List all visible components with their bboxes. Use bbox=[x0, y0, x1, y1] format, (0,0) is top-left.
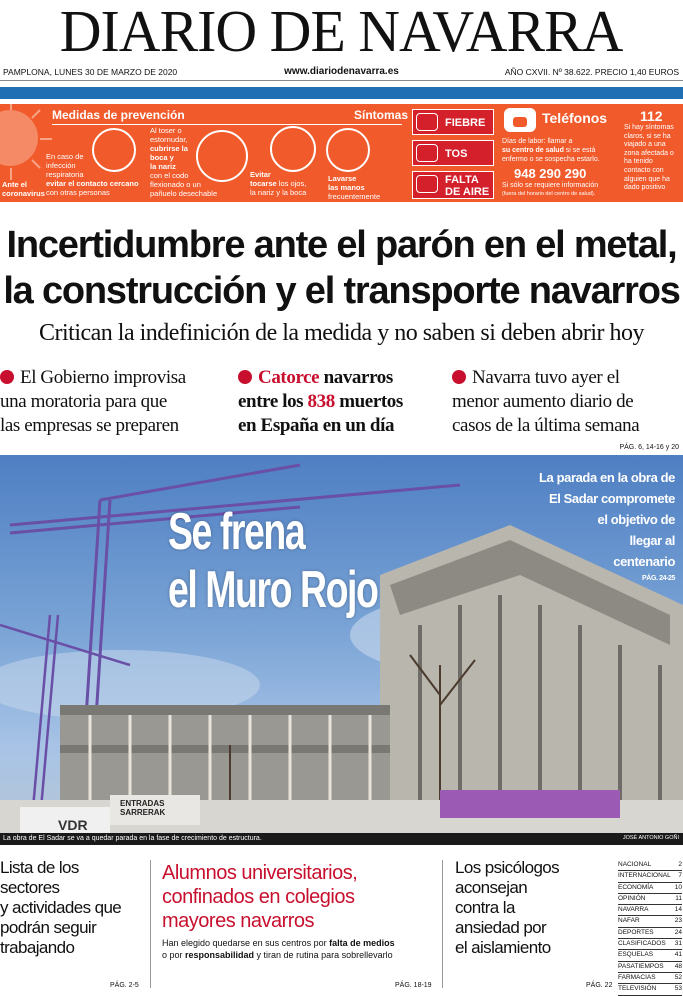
face-touch-icon bbox=[270, 126, 316, 172]
index-row[interactable]: ECONOMÍA 10 bbox=[618, 883, 682, 894]
index-row[interactable]: NACIONAL 2 bbox=[618, 860, 682, 871]
divider bbox=[52, 124, 402, 125]
masthead bbox=[0, 0, 683, 62]
emergency-text: Si hay síntomas claros, si se ha viajado a una zona afectada o ha tenido contacto con alguien que ha dado positivo bbox=[624, 124, 674, 192]
cough-text: Al toser o estornudar, cubrirse la boca y la nariz con el codo flexionado o un pañuelo desechable bbox=[150, 126, 218, 198]
index-row[interactable]: NAVARRA 14 bbox=[618, 905, 682, 916]
column-divider bbox=[150, 860, 151, 988]
index-row[interactable]: TELEVISIÓN 53 bbox=[618, 984, 682, 995]
page-ref: PÁG. 18-19 bbox=[395, 982, 432, 989]
sign-entradas: ENTRADAS SARRERAK bbox=[120, 799, 166, 817]
divider bbox=[0, 80, 683, 81]
date-text: PAMPLONA, LUNES 30 DE MARZO DE 2020 bbox=[3, 67, 178, 77]
ante-el-label: Ante el coronavirus bbox=[2, 180, 45, 198]
index-row[interactable]: CLASIFICADOS 31 bbox=[618, 939, 682, 950]
sign-vdr: VDR bbox=[58, 817, 88, 833]
virus-spikes-icon bbox=[0, 104, 52, 180]
index-row[interactable]: INTERNACIONAL 7 bbox=[618, 871, 682, 882]
main-headline[interactable]: Incertidumbre ante el parón en el metal, la construcción y el transporte navarros bbox=[3, 224, 680, 312]
cough-icon bbox=[416, 144, 438, 162]
index-row[interactable]: DEPORTES 24 bbox=[618, 928, 682, 939]
handwash-icon bbox=[326, 128, 370, 172]
phone-keypad-icon bbox=[513, 117, 527, 127]
photo-headline[interactable]: Se frena el Muro Rojo bbox=[168, 503, 378, 619]
bullet-dot-icon bbox=[0, 370, 14, 384]
elbow-cough-icon bbox=[196, 130, 248, 182]
website-link[interactable]: www.diariodenavarra.es bbox=[284, 66, 399, 77]
face-touch-text: Evitar tocarse los ojos, la nariz y la boca bbox=[250, 170, 307, 197]
telefonos-title: Teléfonos bbox=[542, 110, 608, 126]
bullet-story-1[interactable]: El Gobierno improvisa una moratoria para que las empresas se preparen bbox=[0, 367, 186, 436]
newspaper-title: DIARIO DE NAVARRA bbox=[60, 0, 623, 64]
lungs-icon bbox=[416, 175, 438, 193]
phone-text: Días de labor: llamar a su centro de salud si se está enfermo o se sospecha estarlo. bbox=[502, 138, 600, 163]
story-psicologos[interactable]: Los psicólogos aconsejan contra la ansiedad por el aislamiento bbox=[455, 858, 560, 957]
phone-number[interactable]: 948 290 290 bbox=[514, 166, 587, 181]
thermometer-icon bbox=[416, 113, 438, 131]
index-row[interactable]: ESQUELAS 41 bbox=[618, 950, 682, 961]
blue-rule bbox=[0, 87, 683, 99]
symptom-cough: TOS bbox=[412, 140, 494, 166]
column-divider bbox=[442, 860, 443, 988]
covid-prevention-banner bbox=[0, 104, 683, 202]
story-sectores[interactable]: Lista de los sectores y actividades que podrán seguir trabajando bbox=[0, 858, 122, 957]
photo-caption: La obra de El Sadar se va a quedar parada en la fase de crecimiento de estructura. JOSÉ ANTONIO GOÑI bbox=[0, 833, 683, 845]
stadium-photo[interactable] bbox=[0, 455, 683, 843]
photo-side-text: La parada en la obra de El Sadar compromete el objetivo de llegar al centenario PÁG. 24-25 bbox=[538, 470, 675, 582]
medidas-title: Medidas de prevención bbox=[52, 108, 185, 122]
index-row[interactable]: OPINIÓN 11 bbox=[618, 894, 682, 905]
story-alumnos[interactable]: Alumnos universitarios, confinados en colegios mayores navarros Han elegido quedarse en sus centros por falta de medios o por responsabilidad y tiran de rutina para sobrellevarlo bbox=[162, 862, 395, 960]
handwash-text: Lavarse las manos frecuentemente bbox=[328, 174, 381, 201]
issue-price-text: AÑO CXVII. Nº 38.622. PRECIO 1,40 EUROS bbox=[504, 67, 679, 77]
dateline bbox=[0, 65, 683, 79]
symptom-breath: FALTA DE AIRE bbox=[412, 171, 494, 199]
page-ref: PÁG. 22 bbox=[586, 982, 613, 989]
contact-text: En caso de infección respiratoria evitar el contacto cercano con otras personas bbox=[46, 152, 139, 197]
section-index bbox=[618, 860, 682, 996]
bullet-story-2[interactable]: Catorce navarros entre los 838 muertos en España en un día bbox=[238, 367, 403, 436]
sintomas-title: Síntomas bbox=[354, 108, 409, 122]
bullet-story-3[interactable]: Navarra tuvo ayer el menor aumento diario de casos de la última semana bbox=[452, 367, 640, 436]
phone-info-text: Si sólo se requiere información (fuera del horario del centro de salud). bbox=[502, 182, 599, 197]
emergency-number[interactable]: 112 bbox=[640, 108, 663, 124]
page-ref: PÁG. 2-5 bbox=[110, 982, 139, 989]
bullet-dot-icon bbox=[238, 370, 252, 384]
subheadline: Critican la indefinición de la medida y no saben si deben abrir hoy bbox=[39, 320, 644, 346]
index-row[interactable]: FARMACIAS 52 bbox=[618, 973, 682, 984]
symptom-fever: FIEBRE bbox=[412, 109, 494, 135]
bullet-dot-icon bbox=[452, 370, 466, 384]
page-ref: PÁG. 6, 14-16 y 20 bbox=[619, 444, 679, 451]
photo-credit: JOSÉ ANTONIO GOÑI bbox=[622, 835, 679, 841]
index-row[interactable]: PASATIEMPOS 48 bbox=[618, 962, 682, 973]
index-row[interactable]: NAFAR 23 bbox=[618, 916, 682, 927]
